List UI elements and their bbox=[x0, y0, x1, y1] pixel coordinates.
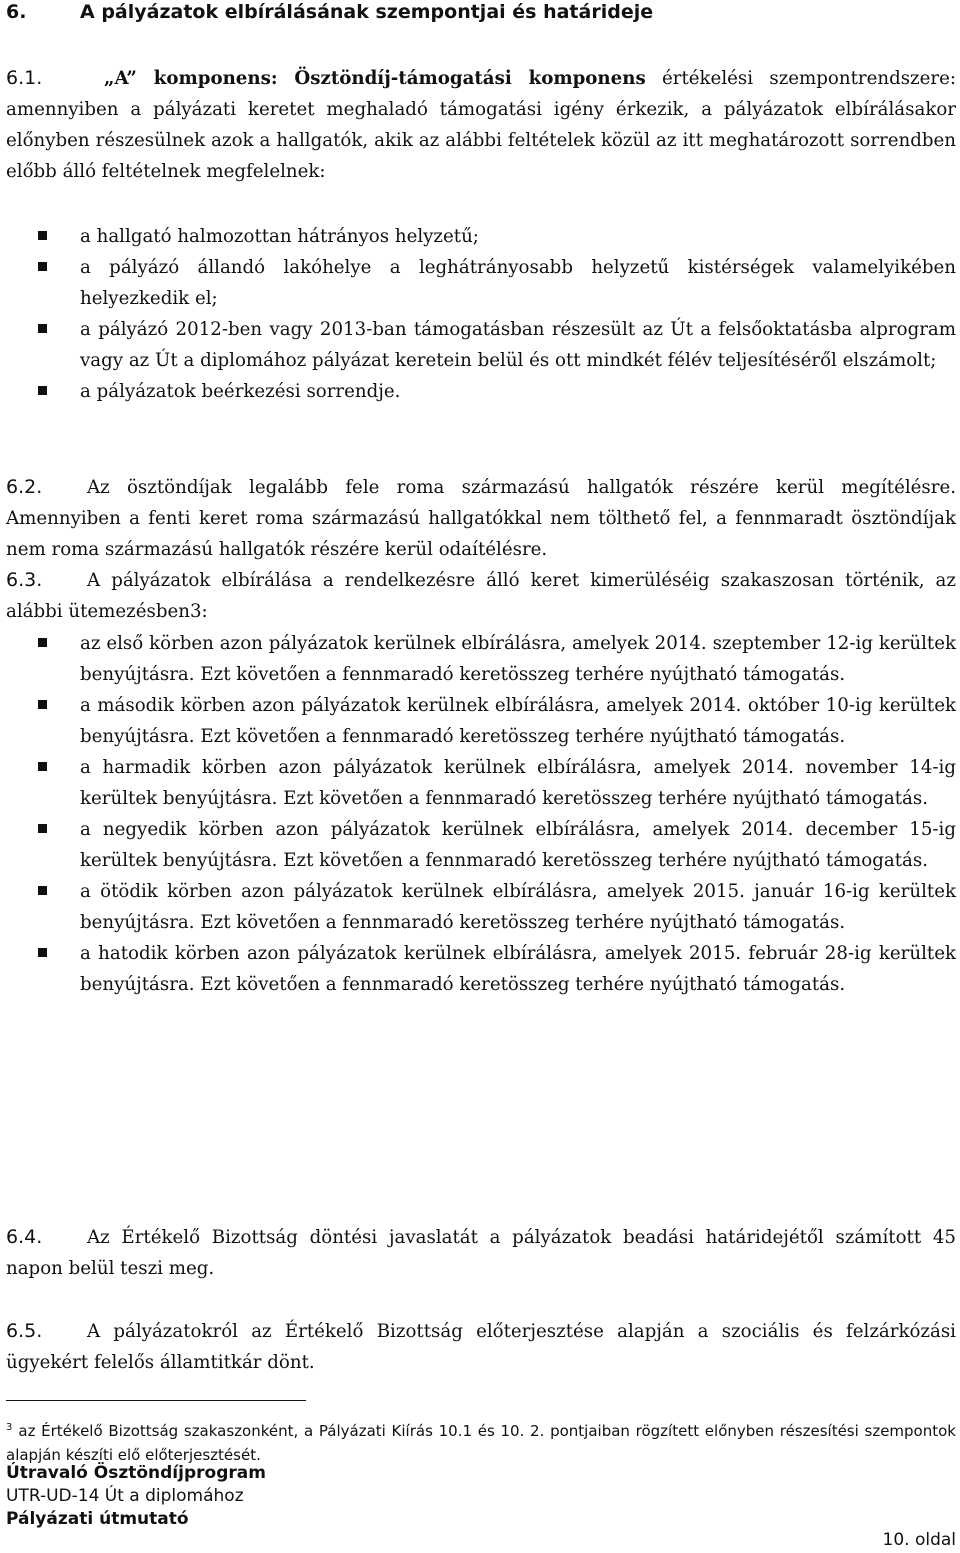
paragraph-6-4-number: 6.4. bbox=[6, 1226, 43, 1248]
paragraph-6-5-number: 6.5. bbox=[6, 1320, 43, 1342]
paragraph-6-5 bbox=[6, 1316, 956, 1378]
list-item: a hatodik körben azon pályázatok kerülnek elbírálásra, amelyek 2015. február 28-ig kerültek benyújtásra. Ezt követően a fennmaradó keretösszeg terhére nyújtható támogatás. bbox=[38, 938, 956, 1000]
page-number: 10. oldal bbox=[882, 1530, 956, 1550]
square-bullet-icon bbox=[38, 824, 47, 833]
square-bullet-icon bbox=[38, 886, 47, 895]
square-bullet-icon bbox=[38, 700, 47, 709]
footnote-separator bbox=[6, 1400, 306, 1401]
list-item: a pályázatok beérkezési sorrendje. bbox=[38, 376, 956, 407]
paragraph-6-3 bbox=[6, 565, 956, 627]
list-item: az első körben azon pályázatok kerülnek elbírálásra, amelyek 2014. szeptember 12-ig kerültek benyújtásra. Ezt követően a fennmaradó keretösszeg terhére nyújtható támogatás. bbox=[38, 628, 956, 690]
schedule-list bbox=[38, 628, 956, 1000]
paragraph-6-4 bbox=[6, 1222, 956, 1284]
paragraph-6-1 bbox=[6, 63, 956, 187]
paragraph-6-5-text: A pályázatokról az Értékelő Bizottság előterjesztése alapján a szociális és felzárkózási ügyekért felelős államtitkár dönt. bbox=[6, 1321, 956, 1373]
list-item: a második körben azon pályázatok kerülnek elbírálásra, amelyek 2014. október 10-ig kerültek benyújtásra. Ezt követően a fennmaradó keretösszeg terhére nyújtható támogatás. bbox=[38, 690, 956, 752]
page-footer bbox=[6, 1462, 266, 1531]
paragraph-6-1-text: értékelési szempontrendszere: amennyiben a pályázati keretet meghaladó támogatási igény érkezik, a pályázatok elbírálásakor előnyben részesülnek azok a hallgatók, akik az alábbi feltételek közül az itt meghatározott sorrendben előbb álló feltételnek megfelelnek: bbox=[6, 68, 956, 182]
paragraph-6-2-text: Az ösztöndíjak legalább fele roma származású hallgatók részére kerül megítélésre. Amennyiben a fenti keret roma származású hallgatókkal nem tölthető fel, a fennmaradt ösztöndíjak nem roma származású hallgatók részére kerül odaítélésre. bbox=[6, 477, 956, 560]
paragraph-6-3-number: 6.3. bbox=[6, 569, 43, 591]
paragraph-6-4-text: Az Értékelő Bizottság döntési javaslatát a pályázatok beadási határidejétől számított 45 napon belül teszi meg. bbox=[6, 1227, 956, 1279]
section-heading-title: A pályázatok elbírálásának szempontjai és határideje bbox=[80, 1, 654, 23]
footer-program: Útravaló Ösztöndíjprogram bbox=[6, 1463, 266, 1483]
square-bullet-icon bbox=[38, 231, 47, 240]
square-bullet-icon bbox=[38, 386, 47, 395]
list-item: a hallgató halmozottan hátrányos helyzetű; bbox=[38, 221, 956, 252]
footer-code: UTR-UD-14 Út a diplomához bbox=[6, 1486, 244, 1506]
list-item: a negyedik körben azon pályázatok kerülnek elbírálásra, amelyek 2014. december 15-ig kerültek benyújtásra. Ezt követően a fennmaradó keretösszeg terhére nyújtható támogatás. bbox=[38, 814, 956, 876]
list-item: a ötödik körben azon pályázatok kerülnek elbírálásra, amelyek 2015. január 16-ig kerültek benyújtásra. Ezt követően a fennmaradó keretösszeg terhére nyújtható támogatás. bbox=[38, 876, 956, 938]
list-item: a pályázó állandó lakóhelye a leghátrányosabb helyzetű kistérségek valamelyikében helyezkedik el; bbox=[38, 252, 956, 314]
section-heading bbox=[6, 0, 653, 24]
footnote-mark: 3 bbox=[6, 1422, 13, 1433]
square-bullet-icon bbox=[38, 262, 47, 271]
paragraph-6-1-bold-intro: „A” komponens: Ösztöndíj-támogatási komponens bbox=[104, 68, 646, 89]
square-bullet-icon bbox=[38, 948, 47, 957]
paragraph-6-2 bbox=[6, 472, 956, 565]
criteria-list bbox=[38, 221, 956, 407]
paragraph-6-2-number: 6.2. bbox=[6, 476, 43, 498]
square-bullet-icon bbox=[38, 638, 47, 647]
section-heading-number: 6. bbox=[6, 1, 27, 23]
footer-guide: Pályázati útmutató bbox=[6, 1509, 189, 1529]
list-item: a pályázó 2012-ben vagy 2013-ban támogatásban részesült az Út a felsőoktatásba alprogram vagy az Út a diplomához pályázat keretein belül és ott mindkét félév teljesítéséről elszámolt; bbox=[38, 314, 956, 376]
square-bullet-icon bbox=[38, 762, 47, 771]
paragraph-6-1-number: 6.1. bbox=[6, 67, 43, 89]
square-bullet-icon bbox=[38, 324, 47, 333]
footnote bbox=[6, 1416, 956, 1467]
paragraph-6-3-text: A pályázatok elbírálása a rendelkezésre álló keret kimerüléséig szakaszosan történik, az alábbi ütemezésben3: bbox=[6, 570, 956, 622]
footnote-text: az Értékelő Bizottság szakaszonként, a Pályázati Kiírás 10.1 és 10. 2. pontjaiban rögzített előnyben részesítési szempontok alapján készíti elő előterjesztését. bbox=[6, 1422, 956, 1464]
list-item: a harmadik körben azon pályázatok kerülnek elbírálásra, amelyek 2014. november 14-ig kerültek benyújtásra. Ezt követően a fennmaradó keretösszeg terhére nyújtható támogatás. bbox=[38, 752, 956, 814]
